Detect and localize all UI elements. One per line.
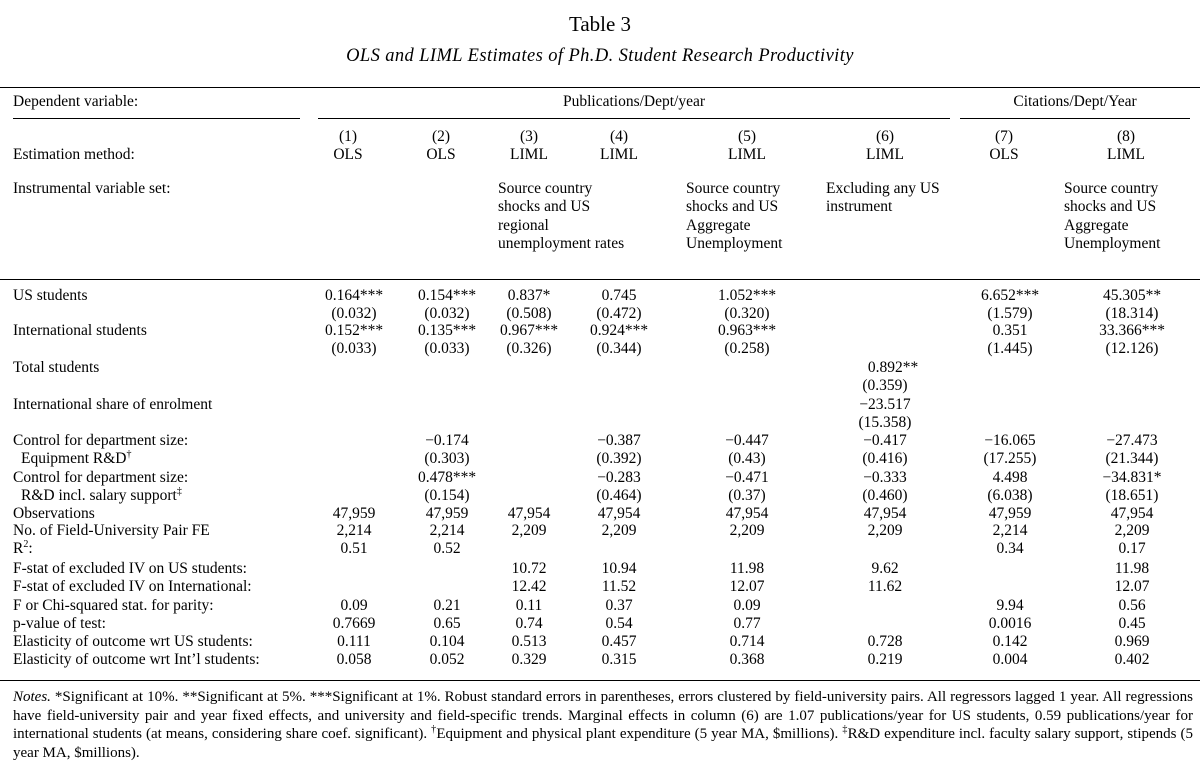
iv-set-cols-3-4: Source country shocks and US regional unemployment rates	[498, 180, 625, 253]
cell-value: 0.51	[340, 540, 368, 557]
cell-se: (0.303)	[424, 450, 470, 467]
cell-value: 2,209	[1114, 522, 1150, 539]
cell-se: (1.579)	[987, 305, 1033, 322]
cell-se: (0.033)	[331, 340, 377, 357]
cell-coef: 0.152***	[324, 322, 384, 339]
cell-coef: 33.366***	[1099, 322, 1165, 339]
cell-value: 0.09	[340, 597, 368, 614]
iv-set-col-8: Source country shocks and US Aggregate Unemployment	[1064, 180, 1161, 253]
cell-value: 0.142	[992, 633, 1028, 650]
r2-label-end: :	[28, 540, 33, 557]
row-label-elas-us: Elasticity of outcome wrt US students:	[13, 633, 253, 650]
publications-group-header: Publications/Dept/year	[562, 93, 706, 110]
cell-se: (0.320)	[724, 305, 770, 322]
cell-value: 0.45	[1118, 615, 1146, 632]
cell-coef: −0.333	[863, 469, 907, 486]
row-label-pair-fe: No. of Field-University Pair FE	[13, 522, 210, 539]
iv-set-col-5: Source country shocks and US Aggregate Unemployment	[686, 180, 783, 253]
cell-se: (0.464)	[596, 487, 642, 504]
cell-coef: −23.517	[859, 396, 911, 413]
cell-coef: 0.478***	[417, 469, 477, 486]
cell-value: 47,954	[863, 505, 907, 522]
row-label-us-students: US students	[13, 287, 88, 304]
r2-label-sup: 2	[23, 538, 29, 550]
top-rule	[0, 87, 1200, 88]
cell-coef: 1.052***	[717, 287, 777, 304]
table-notes	[13, 688, 1193, 762]
publications-underline	[318, 118, 950, 119]
row-label-fstat-us: F-stat of excluded IV on US students:	[13, 560, 247, 577]
cell-value: 2,214	[336, 522, 372, 539]
cell-value: 47,954	[507, 505, 551, 522]
cell-value: 0.74	[515, 615, 543, 632]
column-number: (3)	[519, 128, 539, 145]
dependent-variable-label: Dependent variable:	[13, 93, 139, 110]
row-label-intl-share: International share of enrolment	[13, 396, 213, 413]
cell-value: 47,959	[988, 505, 1032, 522]
cell-se: (6.038)	[987, 487, 1033, 504]
cell-coef: −0.447	[725, 432, 769, 449]
row-label-equip-2	[21, 450, 131, 468]
cell-value: 11.52	[601, 578, 637, 595]
cell-se: (0.416)	[862, 450, 908, 467]
cell-coef: −0.471	[725, 469, 769, 486]
cell-se: (1.445)	[987, 340, 1033, 357]
cell-se: (0.032)	[424, 305, 470, 322]
cell-value: 0.368	[729, 651, 765, 668]
cell-coef: 0.745	[601, 287, 637, 304]
cell-value: 47,959	[425, 505, 469, 522]
cell-value: 0.329	[511, 651, 547, 668]
cell-se: (0.359)	[862, 377, 908, 394]
cell-se: (0.43)	[728, 450, 766, 467]
cell-value: 2,209	[511, 522, 547, 539]
cell-value: 47,954	[1110, 505, 1154, 522]
cell-value: 0.728	[867, 633, 903, 650]
cell-value: 0.104	[429, 633, 465, 650]
cell-value: 47,959	[332, 505, 376, 522]
cell-coef: 6.652***	[980, 287, 1040, 304]
cell-se: (0.258)	[724, 340, 770, 357]
cell-se: (0.392)	[596, 450, 642, 467]
cell-value: 0.111	[337, 633, 371, 650]
cell-value: 0.004	[992, 651, 1028, 668]
row-label-parity: F or Chi-squared stat. for parity:	[13, 597, 214, 614]
column-method: OLS	[989, 146, 1019, 163]
cell-value: 0.513	[511, 633, 547, 650]
column-method: OLS	[426, 146, 456, 163]
cell-se: (15.358)	[858, 414, 912, 431]
column-number: (5)	[737, 128, 757, 145]
cell-value: 10.94	[601, 560, 637, 577]
column-method: OLS	[333, 146, 363, 163]
cell-se: (18.314)	[1105, 305, 1159, 322]
column-method: LIML	[728, 146, 766, 163]
notes-double-dagger: ‡	[842, 724, 848, 736]
cell-coef: 0.135***	[417, 322, 477, 339]
cell-value: 0.37	[605, 597, 633, 614]
row-label-fstat-intl: F-stat of excluded IV on International:	[13, 578, 252, 595]
column-number: (1)	[338, 128, 358, 145]
cell-value: 0.65	[433, 615, 461, 632]
citations-group-header: Citations/Dept/Year	[1013, 93, 1137, 110]
cell-coef: −0.387	[597, 432, 641, 449]
row-label-observations: Observations	[13, 505, 95, 522]
cell-value: 0.969	[1114, 633, 1150, 650]
notes-dagger: †	[431, 724, 437, 736]
column-method: LIML	[1107, 146, 1145, 163]
cell-value: 0.09	[733, 597, 761, 614]
cell-coef: 0.892**	[867, 359, 919, 376]
cell-coef: −0.283	[597, 469, 641, 486]
iv-set-label: Instrumental variable set:	[13, 180, 171, 197]
cell-value: 0.219	[867, 651, 903, 668]
cell-coef: 0.351	[992, 322, 1028, 339]
cell-value: 47,954	[597, 505, 641, 522]
cell-value: 0.058	[336, 651, 372, 668]
cell-coef: −0.174	[425, 432, 469, 449]
column-method: LIML	[866, 146, 904, 163]
row-label-pvalue: p-value of test:	[13, 615, 106, 632]
cell-value: 11.98	[1114, 560, 1150, 577]
cell-se: (0.508)	[506, 305, 552, 322]
cell-value: 2,214	[429, 522, 465, 539]
cell-se: (0.033)	[424, 340, 470, 357]
iv-set-col-6: Excluding any US instrument	[826, 180, 940, 216]
cell-value: 0.052	[429, 651, 465, 668]
cell-coef: −27.473	[1106, 432, 1158, 449]
cell-value: 2,209	[601, 522, 637, 539]
cell-coef: 0.164***	[324, 287, 384, 304]
row-label-elas-intl: Elasticity of outcome wrt Int’l students:	[13, 651, 260, 668]
cell-value: 0.0016	[988, 615, 1032, 632]
cell-value: 9.62	[871, 560, 899, 577]
cell-coef: −34.831*	[1102, 469, 1162, 486]
cell-value: 11.98	[729, 560, 765, 577]
cell-se: (0.472)	[596, 305, 642, 322]
column-number: (2)	[431, 128, 451, 145]
row-label-text: R&D incl. salary support	[21, 487, 177, 504]
column-number: (8)	[1116, 128, 1136, 145]
cell-coef: 0.963***	[717, 322, 777, 339]
header-bottom-rule	[0, 279, 1200, 280]
column-method: LIML	[510, 146, 548, 163]
cell-coef: 0.924***	[589, 322, 649, 339]
bottom-rule	[0, 680, 1200, 681]
notes-part-2: Equipment and physical plant expenditure (5 year MA, $millions).	[436, 726, 843, 743]
cell-se: (0.37)	[728, 487, 766, 504]
column-number: (6)	[875, 128, 895, 145]
cell-se: (21.344)	[1105, 450, 1159, 467]
cell-coef: 0.154***	[417, 287, 477, 304]
cell-value: 9.94	[996, 597, 1024, 614]
cell-value: 11.62	[867, 578, 903, 595]
table-title: OLS and LIML Estimates of Ph.D. Student Research Productivity	[346, 46, 854, 66]
cell-value: 0.52	[433, 540, 461, 557]
cell-value: 0.7669	[332, 615, 376, 632]
row-label-intl-students: International students	[13, 322, 147, 339]
cell-se: (0.344)	[596, 340, 642, 357]
cell-se: (12.126)	[1105, 340, 1159, 357]
row-label-text: Equipment R&D	[21, 450, 127, 467]
label-underline	[13, 118, 300, 119]
cell-value: 0.34	[996, 540, 1024, 557]
cell-value: 0.315	[601, 651, 637, 668]
cell-coef: 4.498	[992, 469, 1028, 486]
table-number: Table 3	[568, 12, 632, 36]
row-label-equip-1: Control for department size:	[13, 432, 189, 449]
cell-value: 10.72	[511, 560, 547, 577]
column-method: LIML	[600, 146, 638, 163]
cell-value: 0.17	[1118, 540, 1146, 557]
row-label-rd-1: Control for department size:	[13, 469, 189, 486]
cell-se: (0.032)	[331, 305, 377, 322]
cell-se: (17.255)	[983, 450, 1037, 467]
cell-value: 47,954	[725, 505, 769, 522]
cell-value: 0.457	[601, 633, 637, 650]
cell-se: (0.154)	[424, 487, 470, 504]
notes-part-1: *Significant at 10%. **Significant at 5%. ***Significant at 1%. Robust standard errors in parentheses, errors clustered by field-university pairs. All regressors lagged 1 year. All regressions have field-university pair and year fixed effects, and university and field-specific trends. Marginal effects in column (6) are 1.07 publications/year for US students, 0.59 publications/year for international students (at means, considering share coef. significant).	[13, 689, 1193, 743]
cell-coef: 0.837*	[507, 287, 551, 304]
cell-value: 2,209	[729, 522, 765, 539]
cell-value: 0.54	[605, 615, 633, 632]
row-label-total-students: Total students	[13, 359, 100, 376]
cell-value: 0.714	[729, 633, 765, 650]
cell-value: 0.11	[515, 597, 543, 614]
column-number: (4)	[609, 128, 629, 145]
cell-value: 2,214	[992, 522, 1028, 539]
column-number: (7)	[994, 128, 1014, 145]
cell-value: 12.07	[729, 578, 765, 595]
notes-lead: Notes.	[13, 689, 51, 705]
cell-value: 0.56	[1118, 597, 1146, 614]
cell-value: 0.402	[1114, 651, 1150, 668]
row-label-r2	[13, 540, 33, 558]
cell-coef: 0.967***	[499, 322, 559, 339]
cell-coef: 45.305**	[1102, 287, 1162, 304]
notes-part-3: R&D expenditure incl. faculty salary support, stipends (5 year MA, $millions).	[13, 726, 1194, 761]
cell-value: 12.07	[1114, 578, 1150, 595]
cell-value: 12.42	[511, 578, 547, 595]
row-label-rd-2	[21, 487, 182, 505]
estimation-method-label: Estimation method:	[13, 146, 135, 163]
cell-se: (18.651)	[1105, 487, 1159, 504]
cell-value: 2,209	[867, 522, 903, 539]
footnote-mark: †	[126, 448, 132, 460]
cell-value: 0.21	[433, 597, 461, 614]
cell-se: (0.326)	[506, 340, 552, 357]
r2-label: R	[13, 540, 24, 557]
citations-underline	[960, 118, 1190, 119]
cell-value: 0.77	[733, 615, 761, 632]
footnote-mark: ‡	[176, 485, 182, 497]
cell-se: (0.460)	[862, 487, 908, 504]
cell-coef: −16.065	[984, 432, 1036, 449]
cell-coef: −0.417	[863, 432, 907, 449]
